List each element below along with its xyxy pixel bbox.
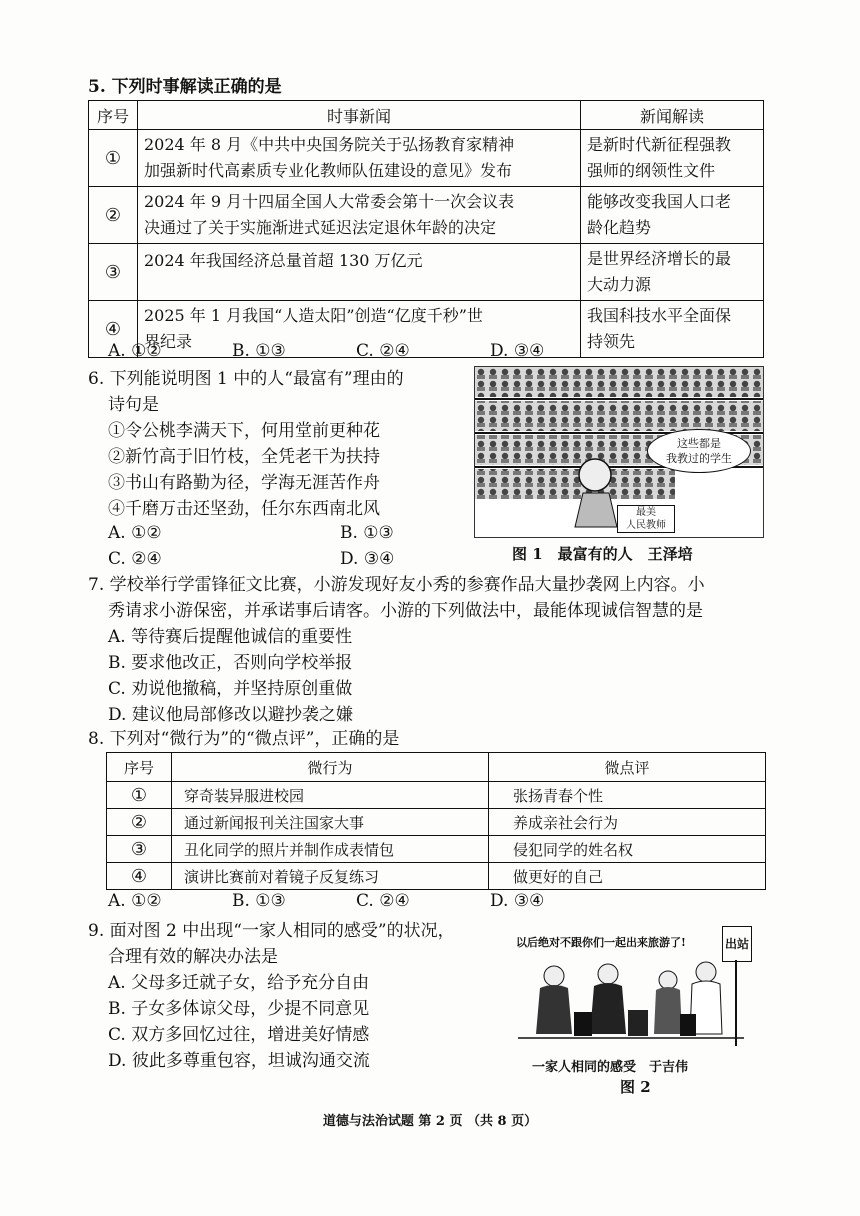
q5-interp-line: 龄化趋势 xyxy=(587,218,652,237)
figure-2-caption: 图 2 xyxy=(620,1078,651,1096)
q5-row-no: ④ xyxy=(89,301,138,358)
q6-item: ①令公桃李满天下，何用堂前更种花 xyxy=(108,421,380,441)
q6-stem-line: 6. 下列能说明图 1 中的人“最富有”理由的 xyxy=(88,369,404,389)
q5-header-interp: 新闻解读 xyxy=(581,101,764,130)
q5-row xyxy=(89,187,764,244)
q5-header-news: 时事新闻 xyxy=(138,101,581,130)
q7-option-b[interactable]: B. 要求他改正，否则向学校举报 xyxy=(108,653,353,673)
exit-sign: 出站 xyxy=(722,926,752,962)
q8-header-comment: 微点评 xyxy=(489,753,766,782)
q9-option-d[interactable]: D. 彼此多尊重包容，坦诚沟通交流 xyxy=(108,1051,370,1071)
q5-row-interp xyxy=(581,244,764,301)
q8-row-act: 通过新闻报刊关注国家大事 xyxy=(172,809,489,836)
q6-stem xyxy=(88,366,404,418)
q8-option-a[interactable]: A. ①② xyxy=(108,891,162,911)
q5-table xyxy=(88,100,764,358)
q5-option-b[interactable]: B. ①③ xyxy=(232,341,286,361)
q9-stem-line: 9. 面对图 2 中出现“一家人相同的感受”的状况， xyxy=(88,921,455,941)
family-drawing xyxy=(508,950,768,1050)
q6-item: ④千磨万击还坚劲，任尔东西南北风 xyxy=(108,499,380,519)
bubble-line: 这些都是 xyxy=(677,437,721,450)
q5-row-no: ② xyxy=(89,187,138,244)
q8-options xyxy=(108,888,668,914)
q5-news-line: 加强新时代高素质专业化教师队伍建设的意见》发布 xyxy=(144,161,513,180)
q8-option-b[interactable]: B. ①③ xyxy=(232,891,286,911)
q8-header-act: 微行为 xyxy=(172,753,489,782)
q6-item: ③书山有路勤为径，学海无涯苦作舟 xyxy=(108,473,380,493)
award-sign xyxy=(617,505,675,533)
q6-stem-line: 诗句是 xyxy=(108,395,159,415)
q7-stem-line: 7. 学校举行学雷锋征文比赛，小游发现好友小秀的参赛作品大量抄袭网上内容。小 xyxy=(88,575,705,595)
q9-option-b[interactable]: B. 子女多体谅父母，少提不同意见 xyxy=(108,999,370,1019)
q5-news-line: 2024 年 8 月《中共中央国务院关于弘扬教育家精神 xyxy=(144,135,515,154)
q8-header-row xyxy=(107,753,766,782)
q5-news-line: 决通过了关于实施渐进式延迟法定退休年龄的决定 xyxy=(144,218,497,237)
q8-row-comment: 张扬青春个性 xyxy=(489,782,766,809)
q6-items xyxy=(108,418,380,522)
q5-header-no: 序号 xyxy=(89,101,138,130)
q5-option-a[interactable]: A. ①② xyxy=(108,341,162,361)
q5-stem: 5. 下列时事解读正确的是 xyxy=(88,77,282,97)
q9-stem-line: 合理有效的解决办法是 xyxy=(108,947,278,967)
q9-options xyxy=(108,970,370,1074)
q6-options xyxy=(108,520,394,572)
q7-option-c[interactable]: C. 劝说他撤稿，并坚持原创重做 xyxy=(108,679,353,699)
q5-interp-line: 我国科技水平全面保 xyxy=(587,306,732,325)
q7-option-d[interactable]: D. 建议他局部修改以避抄袭之嫌 xyxy=(108,705,353,725)
q6-option-c[interactable]: C. ②④ xyxy=(108,549,162,569)
q8-header-no: 序号 xyxy=(107,753,172,782)
q5-interp-line: 大动力源 xyxy=(587,275,652,294)
q5-option-c[interactable]: C. ②④ xyxy=(356,341,410,361)
figure-2-cartoon xyxy=(508,920,768,1080)
q9-stem xyxy=(88,918,455,970)
q5-row xyxy=(89,130,764,187)
q8-row-comment: 做更好的自己 xyxy=(489,863,766,890)
figure-1-caption: 图 1 最富有的人 王泽培 xyxy=(512,545,693,563)
q7-options xyxy=(108,624,353,728)
bubble-line: 我教过的学生 xyxy=(666,452,732,465)
sign-line: 最美 xyxy=(636,507,656,518)
q9-option-c[interactable]: C. 双方多回忆过往，增进美好情感 xyxy=(108,1025,370,1045)
q5-news-line: 2024 年 9 月十四届全国人大常委会第十一次会议表 xyxy=(144,192,515,211)
q6-option-d[interactable]: D. ③④ xyxy=(340,549,395,569)
cartoon-banner: 以后绝对不跟你们一起出来旅游了! xyxy=(516,936,686,949)
q8-row-act: 演讲比赛前对着镜子反复练习 xyxy=(172,863,489,890)
q8-row-act: 穿奇装异服进校园 xyxy=(172,782,489,809)
q8-row-act: 丑化同学的照片并制作成表情包 xyxy=(172,836,489,863)
speech-bubble xyxy=(647,429,751,473)
figure-1-cartoon xyxy=(474,366,764,538)
q5-row-news xyxy=(138,130,581,187)
q8-row-no: ① xyxy=(107,782,172,809)
q5-interp-line: 是新时代新征程强教 xyxy=(587,135,732,154)
q8-row xyxy=(107,863,766,890)
q5-row-interp xyxy=(581,187,764,244)
q6-option-a[interactable]: A. ①② xyxy=(108,523,162,543)
q8-table xyxy=(106,752,766,890)
q7-stem-line: 秀请求小游保密，并承诺事后请客。小游的下列做法中，最能体现诚信智慧的是 xyxy=(108,601,703,621)
page-footer: 道德与法治试题 第 2 页 （共 8 页） xyxy=(322,1114,538,1129)
q5-interp-line: 能够改变我国人口老 xyxy=(587,192,732,211)
q5-option-d[interactable]: D. ③④ xyxy=(490,341,545,361)
q5-interp-line: 强师的纲领性文件 xyxy=(587,161,716,180)
q5-news-line: 2024 年我国经济总量首超 130 万亿元 xyxy=(144,251,423,270)
cartoon-inner-caption: 一家人相同的感受 于吉伟 xyxy=(532,1060,689,1075)
q8-row xyxy=(107,782,766,809)
q5-row-no: ① xyxy=(89,130,138,187)
q5-options xyxy=(108,338,668,364)
q7-option-a[interactable]: A. 等待赛后提醒他诚信的重要性 xyxy=(108,627,353,647)
q5-row-no: ③ xyxy=(89,244,138,301)
q5-interp-line: 持领先 xyxy=(587,332,636,351)
q8-row-comment: 养成亲社会行为 xyxy=(489,809,766,836)
q5-row-interp xyxy=(581,130,764,187)
q7-stem xyxy=(88,572,788,624)
q8-row-no: ④ xyxy=(107,863,172,890)
q8-row-comment: 侵犯同学的姓名权 xyxy=(489,836,766,863)
q6-option-b[interactable]: B. ①③ xyxy=(340,523,394,543)
q5-row xyxy=(89,244,764,301)
q8-row-no: ② xyxy=(107,809,172,836)
q8-option-c[interactable]: C. ②④ xyxy=(356,891,410,911)
q9-option-a[interactable]: A. 父母多迁就子女，给予充分自由 xyxy=(108,973,370,993)
q5-interp-line: 是世界经济增长的最 xyxy=(587,249,732,268)
q8-row-no: ③ xyxy=(107,836,172,863)
q5-header-row xyxy=(89,101,764,130)
q5-row-news xyxy=(138,187,581,244)
q8-row xyxy=(107,836,766,863)
q5-news-line: 2025 年 1 月我国“人造太阳”创造“亿度千秒”世 xyxy=(144,306,483,325)
q5-row-news xyxy=(138,244,581,301)
q5-news-line: 界纪录 xyxy=(144,332,193,351)
q8-row xyxy=(107,809,766,836)
q8-option-d[interactable]: D. ③④ xyxy=(490,891,545,911)
q8-stem: 8. 下列对“微行为”的“微点评”，正确的是 xyxy=(88,729,400,749)
q6-item: ②新竹高于旧竹枝，全凭老干为扶持 xyxy=(108,447,380,467)
sign-line: 人民教师 xyxy=(626,520,666,531)
